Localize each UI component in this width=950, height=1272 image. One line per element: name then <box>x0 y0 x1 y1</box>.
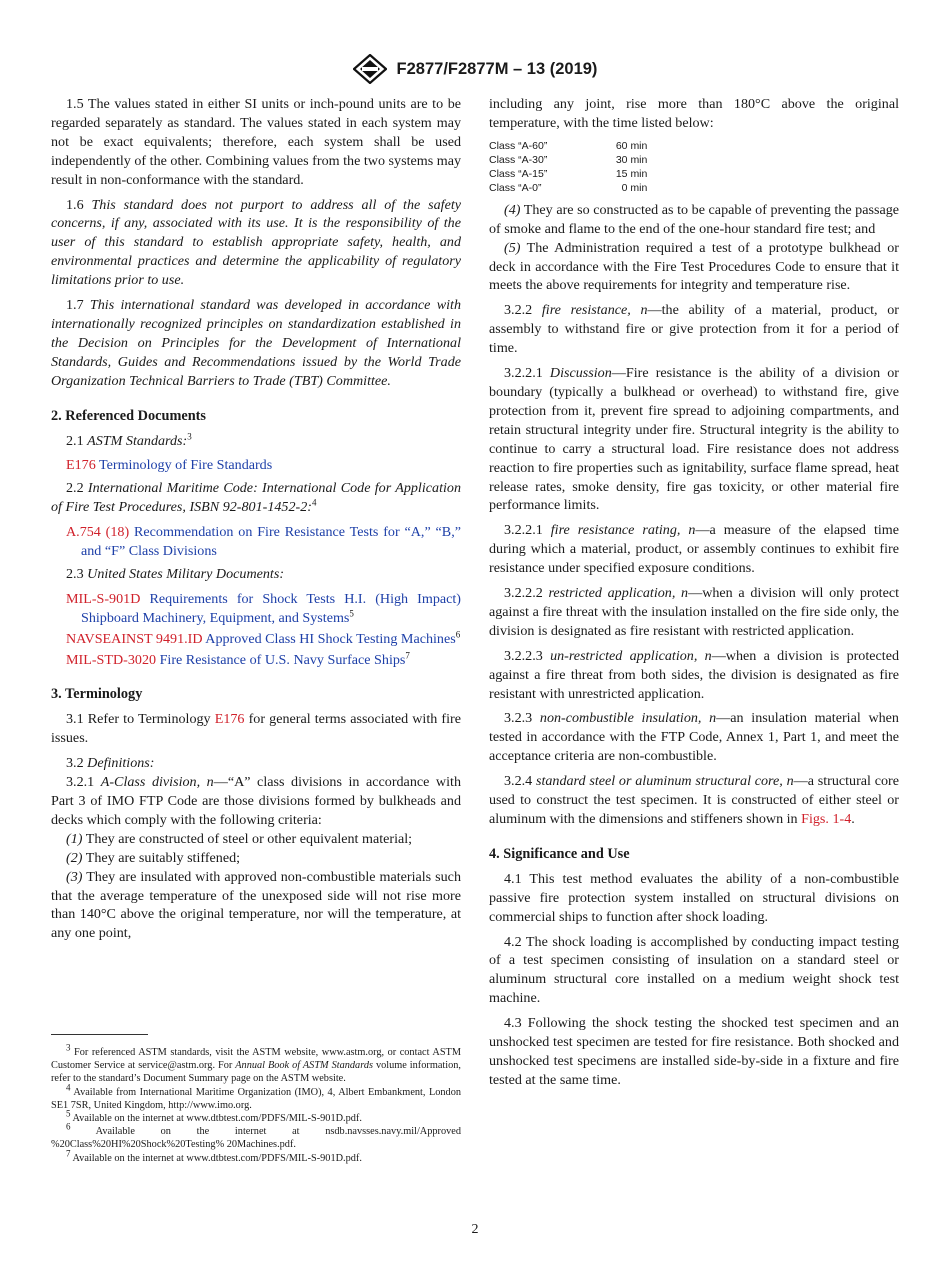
para-3-2-2: 3.2.2 fire resistance, n—the ability of a material, product, or assembly to withstand fire or give protection from it for a period of time. <box>489 302 899 357</box>
para-3-2-1: 3.2.1 A-Class division, n—“A” class divisions in accordance with Part 3 of IMO FTP Code are those divisions formed by bulkheads and decks which comply with the following criteria: <box>51 774 461 828</box>
para-1-7: 1.7 This international standard was developed in accordance with internationally recognized principles on standardization established in the Decision on Principles for the Development of International Standards, Guides and Recommendations issued by the World Trade Organization Technical Barriers to Trade (TBT) Committee. <box>51 297 461 389</box>
criterion-3: (3) They are insulated with approved non-combustible materials such that the average temperature of the unexposed side will not rise more than 140°C above the original temperature, nor will the temperature, at any one point, <box>51 868 461 942</box>
section-heading-terminology: 3. Terminology <box>51 686 143 703</box>
table-row: Class “A-0” 0 min <box>489 181 648 194</box>
reference-mil-std-3020: MIL-STD-3020 Fire Resistance of U.S. Navy Surface Ships$^7$ <box>66 649 410 668</box>
para-3-2-2-1-rating: 3.2.2.1 fire resistance rating, n—a measure of the elapsed time during which a material, product, or assembly continues to exhibit fire resistance under specified exposure conditions. <box>489 522 899 577</box>
left-column <box>51 95 461 949</box>
link-figs-1-4[interactable]: Figs. 1-4 <box>801 811 852 827</box>
reference-a754: A.754 (18) Recommendation on Fire Resistance Tests for “A,” “B,” and “F” Class Divisions <box>66 524 461 560</box>
footnote-divider <box>51 1034 148 1035</box>
criterion-5: (5) The Administration required a test of a prototype bulkhead or deck in accordance with the Fire Test Procedures Code to ensure that it meets the above requirements for integrity and temperature rise. <box>489 239 899 294</box>
footnote-7: $^7$ Available on the internet at www.dtbtest.com/PDFS/MIL-S-901D.pdf. <box>66 1148 362 1164</box>
footnote-6: $^6$ Available on the internet at nsdb.navsses.navy.mil/Approved %20Class%20HI%20Shock%20Testing% 20Machines.pdf. <box>51 1121 461 1151</box>
para-3-2-2-3: 3.2.2.3 un-restricted application, n—when a division is protected against a fire threat from both sides, the division is designated as fire resistant with unrestricted application. <box>489 647 899 702</box>
reference-e176: E176 Terminology of Fire Standards <box>66 457 273 474</box>
footnote-4: $^4$ Available from International Maritime Organization (IMO), 4, Albert Embankment, London SE1 7SR, United Kingdom, http://www.imo.org. <box>51 1082 461 1111</box>
astm-logo-icon <box>353 54 387 84</box>
right-column <box>489 95 899 1096</box>
link-e176[interactable]: E176 <box>66 457 96 474</box>
para-4-3: 4.3 Following the shock testing the shocked test specimen and an unshocked test specimen are tested for fire resistance. Both shocked and unshocked test specimens are installed side-by-side in a fixture and fire tested at the same time. <box>489 1015 899 1088</box>
table-row: Class “A-60” 60 min <box>489 139 648 152</box>
footnote-3: $^3$ For referenced ASTM standards, visit the ASTM website, www.astm.org, or contact ASTM Customer Service at service@astm.org. For Annual Book of ASTM Standards volume information, refer to the standard’s Document Summary page on the ASTM website. <box>51 1042 461 1085</box>
reference-mil-s-901d: MIL-S-901D Requirements for Shock Tests H.I. (High Impact) Shipboard Machinery, Equipment, and Systems$^5$ <box>66 590 461 626</box>
class-time-table <box>489 139 647 195</box>
link-e176-inline[interactable]: E176 <box>214 711 245 728</box>
para-1-6: 1.6 This standard does not purport to address all of the safety concerns, if any, associated with its use. It is the responsibility of the user of this standard to establish appropriate safety, health, and environmental practices and determine the applicability of regulatory limitations prior to use. <box>51 196 461 289</box>
para-2-2: 2.2 International Maritime Code: International Code for Application of Fire Test Procedures, ISBN 92-801-1452-2:$^4$ <box>51 480 461 516</box>
para-3-2-3: 3.2.3 non-combustible insulation, n—an insulation material when tested in accordance with the FTP Code, Annex 1, Part 1, and meet the acceptance criteria are non-combustible. <box>489 710 899 765</box>
link-mil-std-3020[interactable]: MIL-STD-3020 <box>66 651 157 668</box>
para-3-2-2-1-discussion: 3.2.2.1 Discussion—Fire resistance is the ability of a division or boundary (typically a bulkhead or overhead) to withstand fire, give protection from it, prevent fire spread to adjoining compartments, and retain structural integrity under fire. Structural integrity is the ability to continue to carry a structural load. Fire resistance does not address reaction to fire properties such as ignitability, surface flame spread, heat release rates, smoke density, fire gas toxicity, or other material fire performance limits. <box>489 365 900 514</box>
table-row: Class “A-15” 15 min <box>489 167 648 180</box>
link-mil-s-901d[interactable]: MIL-S-901D <box>66 590 141 607</box>
para-4-1: 4.1 This test method evaluates the ability of a non-combustible passive fire protection system installed on structural divisions on commercial ships to function after shock loading. <box>489 870 899 925</box>
criterion-1: (1) They are constructed of steel or other equivalent material; <box>66 830 413 847</box>
link-a754[interactable]: A.754 (18) <box>66 524 130 541</box>
para-2-1: 2.1 ASTM Standards:$^3$ <box>66 430 192 449</box>
reference-navseainst: NAVSEAINST 9491.ID Approved Class HI Shock Testing Machines$^6$ <box>66 628 461 647</box>
section-heading-referenced-documents: 2. Referenced Documents <box>51 407 206 424</box>
criterion-3-continued: including any joint, rise more than 180°C above the original temperature, with the time listed below: <box>489 96 899 131</box>
page-number: 2 <box>471 1222 479 1237</box>
para-3-2-2-2: 3.2.2.2 restricted application, n—when a division will only protect against a fire threat with the insulation installed on the fire side only, the division is designated as fire resistant with restricted application. <box>489 585 899 639</box>
para-3-2-4: 3.2.4 standard steel or aluminum structural core, n—a structural core used to construct the test specimen. It is constructed of either steel or aluminum with the dimensions and stiffeners shown in Figs. 1-4. <box>489 773 899 827</box>
table-row: Class “A-30” 30 min <box>489 153 648 166</box>
para-3-2: 3.2 Definitions: <box>66 755 155 772</box>
para-4-2: 4.2 The shock loading is accomplished by conducting impact testing of a test specimen consisting of insulation on a standard steel or aluminum structural core installed on a medium weight shock test machine. <box>489 933 899 1007</box>
criterion-2: (2) They are suitably stiffened; <box>66 849 241 866</box>
link-navseainst[interactable]: NAVSEAINST 9491.ID <box>66 630 203 647</box>
footnote-5: $^5$ Available on the internet at www.dtbtest.com/PDFS/MIL-S-901D.pdf. <box>66 1108 362 1125</box>
para-1-5: 1.5 The values stated in either SI units or inch-pound units are to be regarded separately as standard. The values stated in each system may not be exact equivalents; therefore, each system shall be used independently of the other. Combining values from the two systems may result in non-conformance with the standard. <box>51 96 461 188</box>
section-heading-significance: 4. Significance and Use <box>489 845 630 862</box>
standard-designation: F2877/F2877M – 13 (2019) <box>396 59 598 78</box>
para-3-1: 3.1 Refer to Terminology E176 for general terms associated with fire issues. <box>51 711 461 747</box>
footnotes <box>51 1042 461 1165</box>
criterion-4: (4) They are so constructed as to be capable of preventing the passage of smoke and flame to the end of the one-hour standard fire test; and <box>489 201 899 237</box>
para-2-3: 2.3 United States Military Documents: <box>66 565 285 582</box>
page-header <box>0 54 950 84</box>
